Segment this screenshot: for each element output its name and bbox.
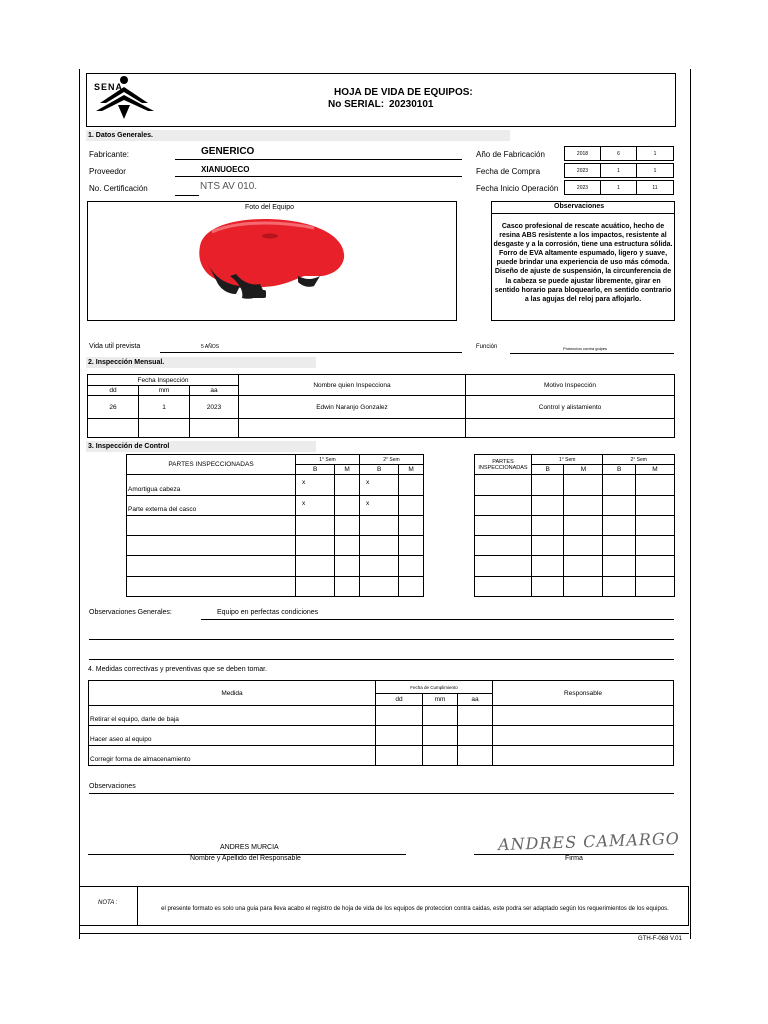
parte-2: Parte externa del casco (127, 495, 296, 515)
fecha-header: Fecha Inspección (88, 375, 239, 386)
table-row (127, 495, 424, 515)
operacion-dd: 11 (636, 181, 673, 195)
firma-label: Firma (565, 855, 583, 862)
b-header: B (296, 465, 335, 475)
form-title: HOJA DE VIDA DE EQUIPOS: (334, 87, 473, 98)
compra-date-table (564, 163, 674, 178)
section-4-title: 4. Medidas correctivas y preventivas que se deben tomar. (88, 666, 267, 673)
aa-header: aa (458, 694, 493, 706)
mm-header: mm (139, 386, 190, 396)
row-mm: 1 (139, 396, 190, 418)
table-row (127, 475, 424, 495)
control-table-right (474, 454, 675, 597)
partes-header-right: PARTES INSPECCIONADAS (475, 455, 532, 475)
operacion-mm: 1 (600, 181, 636, 195)
aa-header: aa (190, 386, 239, 396)
nombre-label: Nombre y Apellido del Responsable (190, 855, 301, 862)
medida-1: Retirar el equipo, darle de baja (89, 706, 376, 726)
table-row (88, 418, 675, 437)
funcion-label: Función (476, 344, 498, 350)
responsable-nombre: ANDRES MURCIA (220, 844, 279, 851)
section-3-title: 3. Inspección de Control (88, 443, 170, 450)
b-header: B (532, 465, 564, 475)
sem1-header-left: 1° Sem (296, 455, 360, 465)
row-aa: 2023 (190, 396, 239, 418)
b-header: B (603, 465, 635, 475)
dd-header: dd (88, 386, 139, 396)
obs-generales-label: Observaciones Generales: (89, 609, 172, 616)
fabricacion-label: Año de Fabricación (476, 150, 545, 159)
row-motivo: Control y alistamiento (466, 396, 675, 418)
operacion-label: Fecha Inicio Operación (476, 184, 559, 193)
sem2-header-right: 2° Sem (603, 455, 675, 465)
parte-1: Amortigua cabeza (127, 475, 296, 495)
foto-label: Foto del Equipo (245, 204, 295, 211)
compra-dd: 1 (636, 164, 673, 178)
observaciones-text: Casco profesional de rescate acuático, hecho de resina ABS resistente a los impactos, resistente al desgaste y a la corrosión, tiene una estructura sólida. Forro de EVA altamente espumado, ligero y suave, puede brindar una experiencia de uso más cómoda. Diseño de ajuste de suspensión, la circunferencia de la cabeza se puede ajustar libremente, girar en sentido horario para bloquearlo, en sentido contrario a las agujas del reloj para aflojarlo. (493, 223, 673, 303)
helmet-icon (194, 214, 350, 306)
m-header: M (335, 465, 360, 475)
helmet-photo (194, 214, 350, 306)
serial-label: No SERIAL: (328, 99, 385, 110)
observaciones-label: Observaciones (89, 783, 136, 790)
compra-yyyy: 2023 (565, 164, 601, 178)
vida-label: Vida util prevista (89, 343, 141, 350)
form-code: GTH-F-068 V.01 (638, 936, 682, 942)
sem1-header-right: 1° Sem (532, 455, 603, 465)
nota-text: el presente formato es solo una guia para lleva acabo el registro de hoja de vida de los equipos de proteccion contra caidas, este podra ser adaptado según los requerimientos de los equipos. (161, 906, 669, 912)
medida-2: Hacer aseo al equipo (89, 726, 376, 746)
row-dd: 26 (88, 396, 139, 418)
nombre-header: Nombre quien Inspecciona (239, 375, 466, 396)
motivo-header: Motivo Inspección (466, 375, 675, 396)
medidas-table (88, 680, 674, 766)
medida-header: Medida (89, 681, 376, 706)
table-row (89, 746, 674, 766)
m-header: M (564, 465, 603, 475)
fabricacion-yyyy: 2018 (565, 147, 601, 161)
responsable-header: Responsable (493, 681, 674, 706)
mark: x (359, 495, 398, 515)
m-header: M (399, 465, 424, 475)
sem2-header-left: 2° Sem (359, 455, 423, 465)
observaciones-title: Observaciones (554, 203, 605, 210)
m-header: M (635, 465, 674, 475)
fabricacion-mm: 6 (600, 147, 636, 161)
operacion-date-table (564, 180, 674, 195)
proveedor-label: Proveedor (89, 167, 126, 176)
fabricacion-dd: 1 (636, 147, 673, 161)
fabricante-value: GENERICO (201, 146, 255, 157)
proveedor-value: XIANUOECO (201, 165, 250, 174)
fabricacion-date-table (564, 146, 674, 161)
section-2-title: 2. Inspección Mensual. (88, 359, 165, 366)
inspeccion-mensual-table (87, 374, 675, 438)
mark: x (296, 475, 335, 495)
funcion-value: Proteccion contra golpes (563, 346, 608, 351)
operacion-yyyy: 2023 (565, 181, 601, 195)
compra-mm: 1 (600, 164, 636, 178)
nota-label: NOTA : (98, 900, 118, 906)
partes-header-left: PARTES INSPECCIONADAS (127, 455, 296, 475)
fabricante-label: Fabricante: (89, 150, 130, 159)
mark: x (359, 475, 398, 495)
signature: ANDRES CAMARGO (497, 828, 681, 855)
serial-value: 20230101 (389, 99, 434, 110)
certificacion-value: NTS AV 010. (200, 181, 258, 192)
vida-value: 5 AÑOS (201, 344, 220, 350)
dd-header: dd (376, 694, 423, 706)
compra-label: Fecha de Compra (476, 167, 541, 176)
b-header: B (359, 465, 398, 475)
section-1-title: 1. Datos Generales. (88, 132, 153, 139)
table-row (89, 726, 674, 746)
control-table-left (126, 454, 424, 597)
mark: x (296, 495, 335, 515)
mm-header: mm (423, 694, 458, 706)
obs-generales-value: Equipo en perfectas condiciones (217, 609, 319, 616)
fecha-cumplimiento-header: Fecha de Cumplimiento (376, 681, 493, 694)
sena-logo-text: SENA (94, 82, 124, 92)
table-row (89, 706, 674, 726)
row-nombre: Edwin Naranjo Gonzalez (239, 396, 466, 418)
table-row (88, 396, 675, 418)
medida-3: Corregir forma de almacenamiento (89, 746, 376, 766)
certificacion-label: No. Certificación (89, 184, 148, 193)
sena-logo (90, 75, 160, 121)
